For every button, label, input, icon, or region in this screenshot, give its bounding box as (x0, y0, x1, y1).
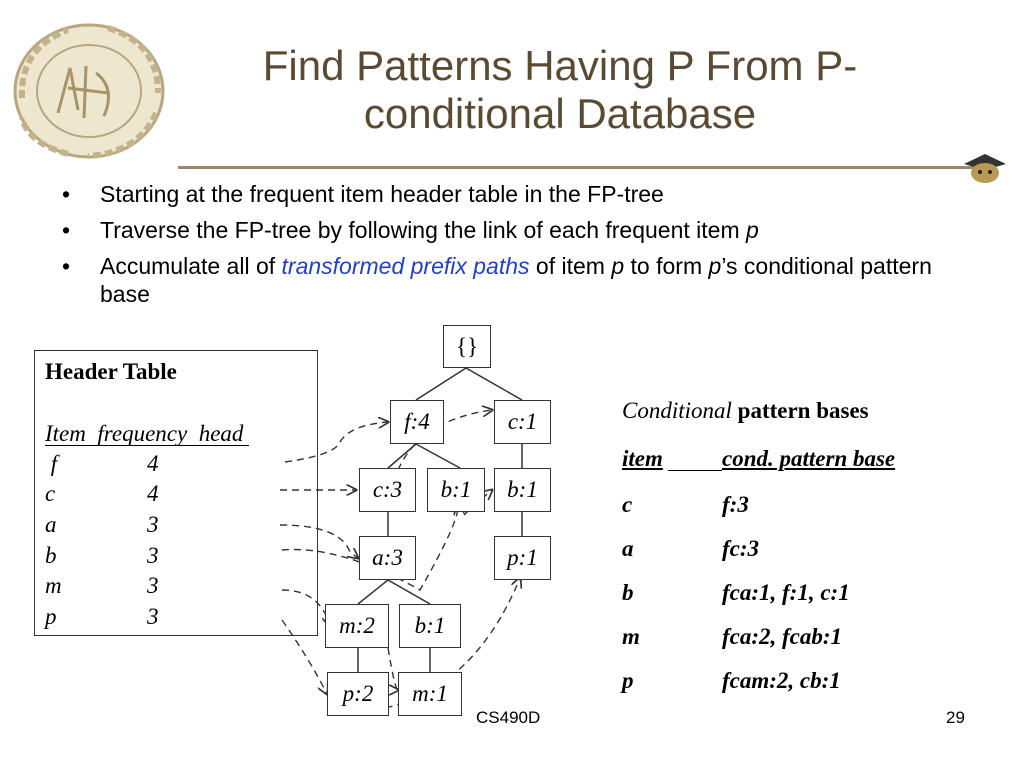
header-table-title: Header Table (45, 359, 177, 384)
cpb-col-underline-gap (668, 446, 722, 472)
tree-edge (466, 368, 522, 400)
cpb-row-item: p (622, 668, 634, 693)
title-line-2: conditional Database (363, 90, 757, 137)
tree-node-m2: m:2 (325, 604, 389, 648)
highlight-text: transformed prefix paths (281, 253, 530, 279)
tree-node-b1: b:1 (427, 468, 485, 512)
node-link-m2 (388, 648, 398, 690)
cpb-row-item: c (622, 492, 633, 517)
tree-edge (416, 444, 460, 468)
cpb-heading-bold: pattern bases (731, 398, 869, 423)
cpb-row-base: f:3 (722, 492, 749, 517)
row-item: a (45, 512, 57, 537)
node-link-m (282, 590, 330, 626)
row-frequency: 4 (147, 451, 159, 476)
bullet-text: of item (529, 253, 612, 279)
row-frequency: 3 (147, 543, 159, 568)
row-frequency: 3 (147, 604, 159, 629)
row-item: p (45, 604, 57, 629)
bullet-italic-p: p (611, 253, 625, 279)
tree-node-f4: f:4 (390, 400, 444, 444)
tree-root-node: {} (443, 325, 491, 368)
title-line-1: Find Patterns Having P From P- (262, 42, 858, 89)
tree-node-m1: m:1 (398, 672, 462, 716)
bullet-text: to form (624, 253, 709, 279)
footer-course: CS490D (476, 708, 541, 727)
node-link-p (282, 620, 327, 694)
tree-node-a3: a:3 (359, 536, 416, 580)
tree-node-p2: p:2 (327, 672, 389, 716)
cpb-col-item: item (622, 446, 663, 471)
cpb-col-base: cond. pattern base (722, 446, 896, 471)
page-number: 29 (946, 708, 965, 727)
row-frequency: 3 (147, 573, 159, 598)
tree-node-c3: c:3 (359, 468, 416, 512)
row-frequency: 4 (147, 481, 159, 506)
tree-node-c1: c:1 (494, 400, 551, 444)
cpb-row-item: b (622, 580, 634, 605)
row-item: m (45, 573, 62, 598)
cpb-row-item: a (622, 536, 634, 561)
tree-edge (358, 580, 388, 604)
header-table-columns: Item frequency head (45, 421, 250, 446)
bullet-italic-p: p (708, 253, 722, 279)
cpb-heading (622, 398, 869, 424)
row-item: c (45, 481, 56, 506)
bullet-italic-p: p (746, 217, 759, 243)
tree-node-b1: b:1 (399, 604, 461, 648)
row-item: f (45, 451, 58, 476)
bullet-text: Traverse the FP-tree by following the link of each frequent item (100, 217, 747, 243)
row-frequency: 3 (147, 512, 159, 537)
cpb-row-base: fc:3 (722, 536, 760, 561)
bullet-text: ’s conditional pattern base (100, 253, 932, 307)
cpb-row-base: fca:1, f:1, c:1 (722, 580, 850, 605)
node-link-a (280, 525, 358, 558)
cpb-row-base: fcam:2, cb:1 (722, 668, 841, 693)
node-link-f (285, 422, 388, 462)
tree-node-p1: p:1 (494, 536, 551, 580)
bullet-text: Accumulate all of (100, 253, 282, 279)
tree-node-b1: b:1 (494, 468, 551, 512)
bullet-text: Starting at the frequent item header table in the FP-tree (100, 181, 664, 207)
cpb-row-base: fca:2, fcab:1 (722, 624, 843, 649)
cpb-heading-italic: Conditional (622, 398, 732, 423)
row-item: b (45, 543, 57, 568)
tree-edge (416, 368, 466, 400)
cpb-row-item: m (622, 624, 640, 649)
